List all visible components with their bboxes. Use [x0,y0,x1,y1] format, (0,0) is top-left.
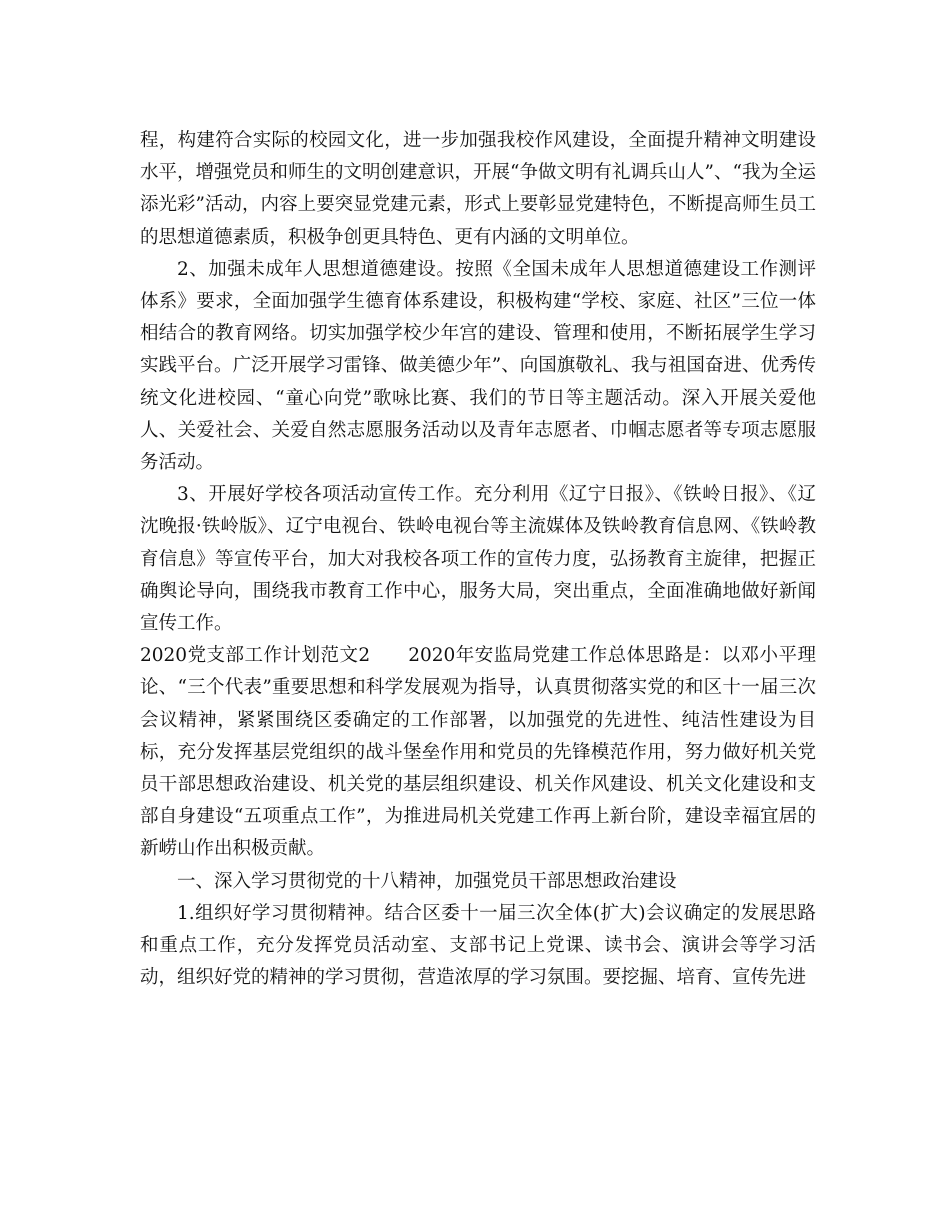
section-body-text: 2020年安监局党建工作总体思路是：以邓小平理论、“三个代表”重要思想和科学发展观为指导，认真贯彻落实党的和区十一届三次会议精神，紧紧围绕区委确定的工作部署，以加强党的先进性、纯洁性建设为目标，充分发挥基层党组织的战斗堡垒作用和党员的先锋模范作用，努力做好机关党员干部思想政治建设、机关党的基层组织建设、机关作风建设、机关文化建设和支部自身建设“五项重点工作”，为推进局机关党建工作再上新台阶，建设幸福宜居的新崂山作出积极贡献。 [140,645,816,860]
document-body [140,125,816,994]
paragraph-party-plan-overview [140,640,816,865]
section-heading: 2020党支部工作计划范文2 [140,645,371,667]
paragraph-study-spirit: 1.组织好学习贯彻精神。结合区委十一届三次全体(扩大)会议确定的发展思路和重点工作，充分发挥党员活动室、支部书记上党课、读书会、演讲会等学习活动，组织好党的精神的学习贯彻，营造浓厚的学习氛围。要挖掘、培育、宣传先进 [140,902,816,989]
paragraph-minors-moral-education: 2、加强未成年人思想道德建设。按照《全国未成年人思想道德建设工作测评体系》要求，全面加强学生德育体系建设，积极构建“学校、家庭、社区”三位一体相结合的教育网络。切实加强学校少年宫的建设、管理和使用，不断拓展学生学习实践平台。广泛开展学习雷锋、做美德少年”、向国旗敬礼、我与祖国奋进、优秀传统文化进校园、“童心向党”歌咏比赛、我们的节日等主题活动。深入开展关爱他人、关爱社会、关爱自然志愿服务活动以及青年志愿者、巾帼志愿者等专项志愿服务活动。 [140,258,816,474]
paragraph-publicity-work: 3、开展好学校各项活动宣传工作。充分利用《辽宁日报》、《铁岭日报》、《辽沈晚报·铁岭版》、辽宁电视台、铁岭电视台等主流媒体及铁岭教育信息网、《铁岭教育信息》等宣传平台，加大对我校各项工作的宣传力度，弘扬教育主旋律，把握正确舆论导向，围绕我市教育工作中心，服务大局，突出重点，全面准确地做好新闻宣传工作。 [140,484,816,635]
paragraph-campus-culture: 程，构建符合实际的校园文化，进一步加强我校作风建设，全面提升精神文明建设水平，增强党员和师生的文明创建意识，开展“争做文明有礼调兵山人”、“我为全运添光彩”活动，内容上要突显党建元素，形式上要彰显党建特色，不断提高师生员工的思想道德素质，积极争创更具特色、更有内涵的文明单位。 [140,130,816,248]
paragraph-section-one-title: 一、深入学习贯彻党的十八精神，加强党员干部思想政治建设 [177,870,677,892]
